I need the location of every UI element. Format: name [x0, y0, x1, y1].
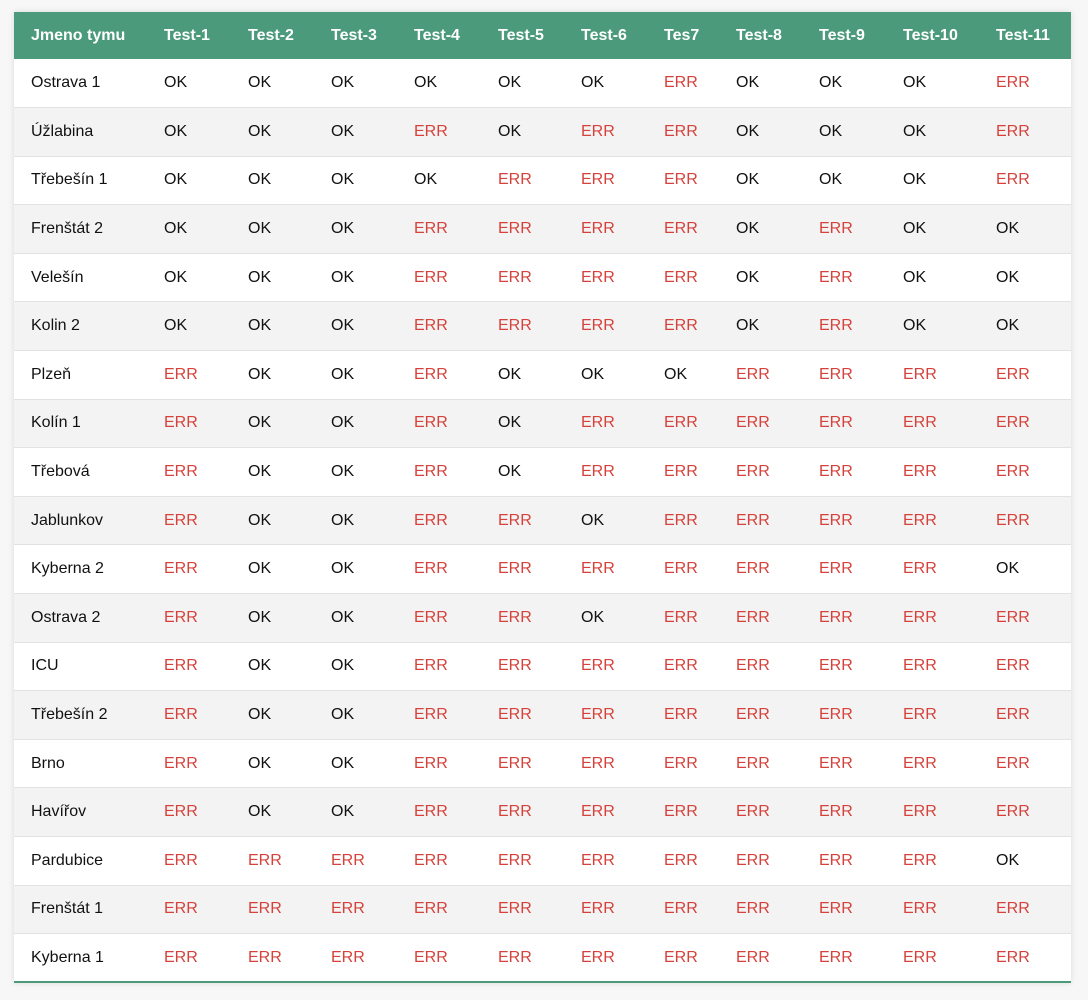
- result-cell-err: ERR: [414, 414, 448, 432]
- result-cell-err: ERR: [581, 560, 615, 578]
- result-cell-err: ERR: [819, 463, 853, 481]
- result-cell-err: ERR: [736, 657, 770, 675]
- table-row: [14, 351, 1071, 400]
- result-cell-err: ERR: [498, 171, 532, 189]
- result-cell-err: ERR: [664, 317, 698, 335]
- result-cell-err: ERR: [581, 317, 615, 335]
- result-cell-err: ERR: [819, 657, 853, 675]
- result-cell-err: ERR: [164, 608, 198, 626]
- result-cell-err: ERR: [498, 754, 532, 772]
- result-cell-ok: OK: [903, 220, 927, 238]
- result-cell-err: ERR: [581, 463, 615, 481]
- result-cell-err: ERR: [248, 948, 282, 966]
- result-cell-err: ERR: [414, 463, 448, 481]
- result-cell-err: ERR: [414, 122, 448, 140]
- result-cell-err: ERR: [819, 608, 853, 626]
- result-cell-ok: OK: [819, 74, 843, 92]
- result-cell-ok: OK: [248, 317, 272, 335]
- table-row: [14, 788, 1071, 837]
- result-cell-err: ERR: [164, 414, 198, 432]
- team-name-cell: Kolin 2: [31, 317, 80, 335]
- result-cell-ok: OK: [581, 511, 605, 529]
- result-cell-err: ERR: [996, 414, 1030, 432]
- table-row: [14, 253, 1071, 302]
- result-cell-err: ERR: [736, 754, 770, 772]
- result-cell-err: ERR: [903, 414, 937, 432]
- result-cell-err: ERR: [414, 657, 448, 675]
- result-cell-ok: OK: [996, 268, 1020, 286]
- result-cell-err: ERR: [581, 851, 615, 869]
- result-cell-err: ERR: [736, 900, 770, 918]
- result-cell-err: ERR: [581, 803, 615, 821]
- results-table-container: [14, 12, 1071, 983]
- result-cell-err: ERR: [736, 948, 770, 966]
- result-cell-err: ERR: [664, 900, 698, 918]
- result-cell-ok: OK: [331, 511, 355, 529]
- table-header: [14, 12, 1071, 59]
- result-cell-err: ERR: [664, 74, 698, 92]
- result-cell-err: ERR: [664, 122, 698, 140]
- result-cell-err: ERR: [498, 948, 532, 966]
- result-cell-err: ERR: [581, 268, 615, 286]
- result-cell-err: ERR: [996, 463, 1030, 481]
- result-cell-err: ERR: [736, 803, 770, 821]
- result-cell-err: ERR: [581, 900, 615, 918]
- result-cell-ok: OK: [248, 171, 272, 189]
- table-row: [14, 642, 1071, 691]
- column-header-team-name: Jmeno tymu: [31, 26, 126, 44]
- result-cell-ok: OK: [414, 171, 438, 189]
- result-cell-ok: OK: [736, 268, 760, 286]
- result-cell-err: ERR: [664, 851, 698, 869]
- result-cell-err: ERR: [414, 317, 448, 335]
- result-cell-ok: OK: [164, 74, 188, 92]
- result-cell-err: ERR: [736, 560, 770, 578]
- team-name-cell: Kyberna 1: [31, 948, 104, 966]
- result-cell-ok: OK: [164, 317, 188, 335]
- result-cell-err: ERR: [581, 220, 615, 238]
- team-name-cell: Ostrava 1: [31, 74, 101, 92]
- column-header-test-8: Test-8: [736, 26, 782, 44]
- result-cell-ok: OK: [331, 414, 355, 432]
- result-cell-err: ERR: [581, 414, 615, 432]
- team-name-cell: Jablunkov: [31, 511, 104, 529]
- table-row: [14, 205, 1071, 254]
- result-cell-err: ERR: [498, 900, 532, 918]
- result-cell-ok: OK: [996, 851, 1020, 869]
- result-cell-err: ERR: [581, 122, 615, 140]
- result-cell-err: ERR: [414, 851, 448, 869]
- result-cell-ok: OK: [248, 463, 272, 481]
- table-row: [14, 885, 1071, 934]
- result-cell-err: ERR: [664, 268, 698, 286]
- team-name-cell: Pardubice: [31, 851, 104, 869]
- result-cell-err: ERR: [996, 171, 1030, 189]
- result-cell-err: ERR: [903, 706, 937, 724]
- result-cell-err: ERR: [414, 948, 448, 966]
- result-cell-err: ERR: [498, 560, 532, 578]
- results-table: [14, 12, 1071, 983]
- result-cell-err: ERR: [164, 365, 198, 383]
- result-cell-err: ERR: [664, 948, 698, 966]
- result-cell-ok: OK: [819, 122, 843, 140]
- result-cell-ok: OK: [248, 560, 272, 578]
- result-cell-err: ERR: [819, 268, 853, 286]
- result-cell-err: ERR: [903, 365, 937, 383]
- result-cell-err: ERR: [819, 220, 853, 238]
- result-cell-ok: OK: [819, 171, 843, 189]
- team-name-cell: Třebešín 1: [31, 171, 108, 189]
- result-cell-err: ERR: [498, 608, 532, 626]
- result-cell-err: ERR: [164, 463, 198, 481]
- result-cell-ok: OK: [581, 365, 605, 383]
- result-cell-err: ERR: [664, 414, 698, 432]
- result-cell-err: ERR: [664, 220, 698, 238]
- result-cell-err: ERR: [819, 948, 853, 966]
- result-cell-ok: OK: [903, 74, 927, 92]
- result-cell-err: ERR: [903, 851, 937, 869]
- table-body: [14, 59, 1071, 982]
- team-name-cell: Brno: [31, 754, 65, 772]
- table-row: [14, 399, 1071, 448]
- result-cell-err: ERR: [664, 463, 698, 481]
- result-cell-err: ERR: [996, 122, 1030, 140]
- table-row: [14, 496, 1071, 545]
- result-cell-ok: OK: [331, 560, 355, 578]
- team-name-cell: Velešín: [31, 268, 84, 286]
- result-cell-ok: OK: [331, 268, 355, 286]
- result-cell-err: ERR: [164, 900, 198, 918]
- result-cell-err: ERR: [996, 948, 1030, 966]
- result-cell-ok: OK: [248, 74, 272, 92]
- result-cell-err: ERR: [903, 608, 937, 626]
- result-cell-err: ERR: [664, 560, 698, 578]
- result-cell-ok: OK: [331, 122, 355, 140]
- result-cell-err: ERR: [819, 754, 853, 772]
- result-cell-err: ERR: [996, 706, 1030, 724]
- result-cell-err: ERR: [903, 900, 937, 918]
- result-cell-err: ERR: [414, 365, 448, 383]
- result-cell-ok: OK: [164, 220, 188, 238]
- result-cell-err: ERR: [164, 560, 198, 578]
- team-name-cell: Havířov: [31, 803, 87, 821]
- result-cell-err: ERR: [996, 511, 1030, 529]
- result-cell-err: ERR: [581, 706, 615, 724]
- result-cell-err: ERR: [664, 608, 698, 626]
- column-header-test-5: Test-5: [498, 26, 544, 44]
- result-cell-err: ERR: [664, 706, 698, 724]
- result-cell-ok: OK: [414, 74, 438, 92]
- team-name-cell: Kolín 1: [31, 414, 81, 432]
- team-name-cell: Frenštát 1: [31, 900, 104, 918]
- result-cell-ok: OK: [331, 220, 355, 238]
- result-cell-err: ERR: [996, 657, 1030, 675]
- result-cell-err: ERR: [414, 268, 448, 286]
- result-cell-err: ERR: [164, 851, 198, 869]
- column-header-test-3: Test-3: [331, 26, 377, 44]
- result-cell-ok: OK: [581, 74, 605, 92]
- result-cell-err: ERR: [736, 706, 770, 724]
- result-cell-ok: OK: [331, 171, 355, 189]
- column-header-test-11: Test-11: [996, 26, 1050, 44]
- result-cell-ok: OK: [903, 268, 927, 286]
- table-row: [14, 108, 1071, 157]
- result-cell-err: ERR: [996, 365, 1030, 383]
- team-name-cell: Třebešín 2: [31, 706, 108, 724]
- team-name-cell: ICU: [31, 657, 59, 675]
- result-cell-ok: OK: [331, 463, 355, 481]
- result-cell-err: ERR: [498, 851, 532, 869]
- result-cell-err: ERR: [996, 803, 1030, 821]
- column-header-test-9: Test-9: [819, 26, 865, 44]
- column-header-test-1: Test-1: [164, 26, 210, 44]
- result-cell-ok: OK: [248, 657, 272, 675]
- result-cell-ok: OK: [581, 608, 605, 626]
- result-cell-err: ERR: [414, 754, 448, 772]
- result-cell-err: ERR: [819, 900, 853, 918]
- result-cell-err: ERR: [164, 754, 198, 772]
- result-cell-ok: OK: [331, 74, 355, 92]
- table-row: [14, 448, 1071, 497]
- result-cell-err: ERR: [498, 657, 532, 675]
- result-cell-err: ERR: [331, 851, 365, 869]
- result-cell-err: ERR: [414, 220, 448, 238]
- result-cell-ok: OK: [903, 317, 927, 335]
- team-name-cell: Plzeň: [31, 365, 72, 383]
- result-cell-ok: OK: [996, 560, 1020, 578]
- result-cell-ok: OK: [331, 608, 355, 626]
- result-cell-ok: OK: [498, 365, 522, 383]
- result-cell-err: ERR: [164, 511, 198, 529]
- result-cell-ok: OK: [331, 754, 355, 772]
- table-row: [14, 156, 1071, 205]
- table-row: [14, 545, 1071, 594]
- result-cell-err: ERR: [414, 706, 448, 724]
- result-cell-err: ERR: [664, 657, 698, 675]
- result-cell-ok: OK: [996, 317, 1020, 335]
- result-cell-ok: OK: [248, 511, 272, 529]
- result-cell-err: ERR: [581, 948, 615, 966]
- result-cell-err: ERR: [331, 900, 365, 918]
- team-name-cell: Úžlabina: [31, 122, 94, 140]
- table-row: [14, 691, 1071, 740]
- result-cell-ok: OK: [498, 463, 522, 481]
- result-cell-ok: OK: [248, 706, 272, 724]
- table-row: [14, 739, 1071, 788]
- result-cell-err: ERR: [414, 608, 448, 626]
- result-cell-ok: OK: [903, 171, 927, 189]
- result-cell-err: ERR: [903, 511, 937, 529]
- table-row: [14, 594, 1071, 643]
- result-cell-ok: OK: [248, 268, 272, 286]
- column-header-test-10: Test-10: [903, 26, 958, 44]
- result-cell-err: ERR: [903, 754, 937, 772]
- result-cell-err: ERR: [164, 706, 198, 724]
- header-row: [14, 12, 1071, 59]
- result-cell-err: ERR: [903, 803, 937, 821]
- result-cell-ok: OK: [736, 220, 760, 238]
- table-row: [14, 934, 1071, 983]
- result-cell-err: ERR: [498, 220, 532, 238]
- result-cell-err: ERR: [736, 608, 770, 626]
- result-cell-err: ERR: [498, 511, 532, 529]
- result-cell-ok: OK: [164, 171, 188, 189]
- team-name-cell: Třebová: [31, 463, 90, 481]
- result-cell-ok: OK: [248, 608, 272, 626]
- result-cell-ok: OK: [331, 803, 355, 821]
- result-cell-err: ERR: [164, 657, 198, 675]
- result-cell-err: ERR: [903, 948, 937, 966]
- result-cell-err: ERR: [996, 608, 1030, 626]
- result-cell-err: ERR: [736, 365, 770, 383]
- result-cell-err: ERR: [819, 317, 853, 335]
- result-cell-err: ERR: [736, 414, 770, 432]
- result-cell-err: ERR: [819, 414, 853, 432]
- result-cell-err: ERR: [819, 511, 853, 529]
- column-header-test-4: Test-4: [414, 26, 460, 44]
- table-row: [14, 59, 1071, 108]
- result-cell-err: ERR: [164, 948, 198, 966]
- result-cell-err: ERR: [819, 560, 853, 578]
- result-cell-err: ERR: [736, 851, 770, 869]
- result-cell-err: ERR: [581, 171, 615, 189]
- result-cell-ok: OK: [903, 122, 927, 140]
- result-cell-err: ERR: [903, 463, 937, 481]
- result-cell-ok: OK: [736, 171, 760, 189]
- result-cell-err: ERR: [996, 900, 1030, 918]
- result-cell-ok: OK: [331, 365, 355, 383]
- result-cell-err: ERR: [414, 511, 448, 529]
- result-cell-err: ERR: [164, 803, 198, 821]
- result-cell-err: ERR: [819, 851, 853, 869]
- result-cell-err: ERR: [331, 948, 365, 966]
- team-name-cell: Ostrava 2: [31, 608, 101, 626]
- result-cell-ok: OK: [248, 414, 272, 432]
- result-cell-ok: OK: [498, 414, 522, 432]
- result-cell-ok: OK: [736, 317, 760, 335]
- result-cell-err: ERR: [903, 560, 937, 578]
- result-cell-err: ERR: [498, 803, 532, 821]
- result-cell-err: ERR: [664, 171, 698, 189]
- result-cell-err: ERR: [498, 268, 532, 286]
- result-cell-err: ERR: [414, 900, 448, 918]
- result-cell-ok: OK: [331, 317, 355, 335]
- result-cell-err: ERR: [664, 511, 698, 529]
- result-cell-ok: OK: [248, 803, 272, 821]
- result-cell-ok: OK: [164, 268, 188, 286]
- result-cell-ok: OK: [736, 122, 760, 140]
- team-name-cell: Frenštát 2: [31, 220, 104, 238]
- result-cell-err: ERR: [736, 463, 770, 481]
- result-cell-err: ERR: [819, 365, 853, 383]
- result-cell-err: ERR: [414, 560, 448, 578]
- result-cell-err: ERR: [664, 803, 698, 821]
- result-cell-ok: OK: [664, 365, 688, 383]
- result-cell-err: ERR: [581, 657, 615, 675]
- result-cell-err: ERR: [414, 803, 448, 821]
- result-cell-ok: OK: [164, 122, 188, 140]
- result-cell-err: ERR: [819, 706, 853, 724]
- result-cell-err: ERR: [996, 74, 1030, 92]
- table-row: [14, 302, 1071, 351]
- result-cell-err: ERR: [903, 657, 937, 675]
- table-row: [14, 837, 1071, 886]
- result-cell-ok: OK: [248, 365, 272, 383]
- result-cell-ok: OK: [498, 74, 522, 92]
- result-cell-ok: OK: [248, 220, 272, 238]
- result-cell-ok: OK: [736, 74, 760, 92]
- result-cell-err: ERR: [498, 706, 532, 724]
- result-cell-ok: OK: [248, 122, 272, 140]
- team-name-cell: Kyberna 2: [31, 560, 104, 578]
- column-header-tes7: Tes7: [664, 26, 700, 44]
- result-cell-err: ERR: [248, 851, 282, 869]
- result-cell-ok: OK: [498, 122, 522, 140]
- result-cell-err: ERR: [819, 803, 853, 821]
- column-header-test-6: Test-6: [581, 26, 627, 44]
- column-header-test-2: Test-2: [248, 26, 294, 44]
- result-cell-ok: OK: [248, 754, 272, 772]
- result-cell-ok: OK: [996, 220, 1020, 238]
- result-cell-err: ERR: [736, 511, 770, 529]
- result-cell-err: ERR: [996, 754, 1030, 772]
- result-cell-ok: OK: [331, 706, 355, 724]
- result-cell-ok: OK: [331, 657, 355, 675]
- result-cell-err: ERR: [664, 754, 698, 772]
- result-cell-err: ERR: [248, 900, 282, 918]
- result-cell-err: ERR: [581, 754, 615, 772]
- result-cell-err: ERR: [498, 317, 532, 335]
